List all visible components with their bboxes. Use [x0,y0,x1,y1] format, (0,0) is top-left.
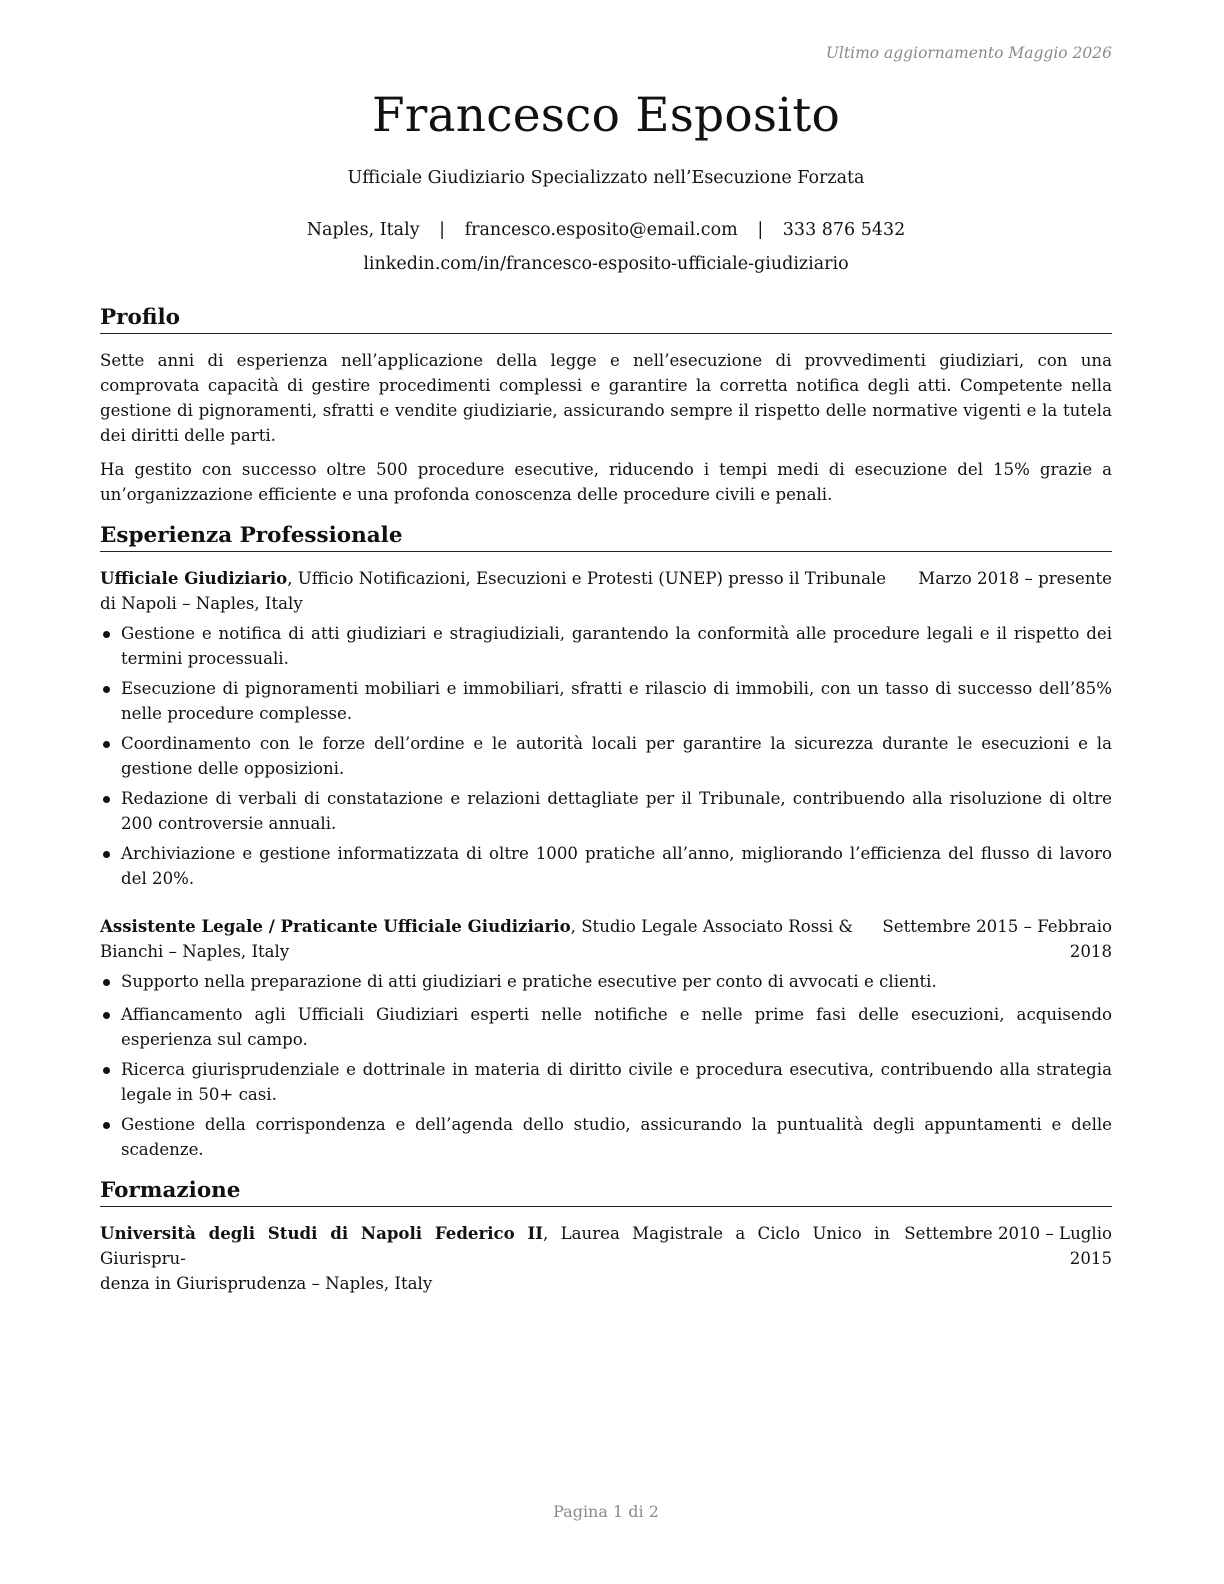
resume-page [100,0,1112,1584]
job-header [100,914,1112,964]
linkedin-link[interactable]: linkedin.com/in/francesco-esposito-ufficiale-giudiziario [363,254,849,274]
section-title-experience: Esperienza Professionale [100,523,1112,552]
job-dates-line: Settembre 2015 – Febbraio [882,917,1112,936]
section-title-profile: Profilo [100,305,1112,334]
education-degree-cont: denza in Giurisprudenza – Naples, Italy [100,1274,433,1293]
list-item: Supporto nella preparazione di atti giudiziari e pratiche esecutive per conto di avvocati e clienti. [100,969,1112,994]
job-title-org [100,914,890,964]
last-updated-note: Ultimo aggiornamento Maggio 2026 [825,44,1112,62]
job-dates [882,914,1112,964]
section-title-education: Formazione [100,1178,1112,1207]
job-organization: , Studio Legale Associato Rossi & [570,917,854,936]
education-header [100,1221,1112,1293]
profile-paragraph: Ha gestito con successo oltre 500 procedure esecutive, riducendo i tempi medi di esecuzione del 15% grazie a un’organizzazione efficiente e una profonda conoscenza delle procedure civili e penali. [100,460,1112,504]
list-item: Archiviazione e gestione informatizzata di oltre 1000 pratiche all’anno, migliorando l’efficienza del flusso di lavoro del 20%. [100,841,1112,891]
list-item: Esecuzione di pignoramenti mobiliari e immobiliari, sfratti e rilascio di immobili, con un tasso di successo dell’85% nelle procedure complesse. [100,676,1112,726]
job-role: Assistente Legale / Praticante Ufficiale Giudiziario [100,916,571,936]
education-dates-line: Settembre 2010 – Luglio [904,1224,1112,1243]
job-bullet-list [100,621,1112,891]
job-bullet-list [100,969,1112,1162]
contact-line [100,220,1112,240]
list-item: Ricerca giurisprudenziale e dottrinale in materia di diritto civile e procedura esecutiva, contribuendo alla strategia legale in 50+ casi. [100,1057,1112,1107]
candidate-headline: Ufficiale Giudiziario Specializzato nell’Esecuzione Forzata [347,168,865,188]
job-dates: Marzo 2018 – presente [918,569,1112,588]
job-organization: , Ufficio Notificazioni, Esecuzioni e Protesti (UNEP) presso il Tribunale [287,569,887,588]
job-organization-cont: Bianchi – Naples, Italy [100,942,290,961]
list-item: Redazione di verbali di constatazione e relazioni dettagliate per il Tribunale, contribuendo alla risoluzione di oltre 200 controversie annuali. [100,786,1112,836]
education-institution: Università degli Studi di Napoli Federico II [100,1223,544,1243]
education-degree: , Laurea Magistrale a Ciclo Unico in Giurispru- [100,1224,890,1268]
list-item: Coordinamento con le forze dell’ordine e le autorità locali per garantire la sicurezza durante le esecuzioni e la gestione delle opposizioni. [100,731,1112,781]
education-institution-degree [100,1221,890,1296]
education-dates-line: 2015 [1069,1249,1112,1268]
list-item: Gestione della corrispondenza e dell’agenda dello studio, assicurando la puntualità degli appuntamenti e delle scadenze. [100,1112,1112,1162]
contact-separator: | [439,220,446,240]
job-title-org [100,566,890,616]
job-organization-cont: di Napoli – Naples, Italy [100,594,303,613]
phone-text: 333 876 5432 [782,220,906,240]
contact-separator: | [757,220,764,240]
education-dates [904,1221,1112,1271]
list-item: Gestione e notifica di atti giudiziari e stragiudiziali, garantendo la conformità alle procedure legali e il rispetto dei termini processuali. [100,621,1112,671]
job-header [100,566,1112,616]
location-text: Naples, Italy [306,220,420,240]
job-role: Ufficiale Giudiziario [100,568,288,588]
job-dates-line: 2018 [1069,942,1112,961]
list-item: Affiancamento agli Ufficiali Giudiziari esperti nelle notifiche e nelle prime fasi delle esecuzioni, acquisendo esperienza sul campo. [100,1002,1112,1052]
page-number: Pagina 1 di 2 [553,1502,659,1521]
candidate-name: Francesco Esposito [372,88,840,143]
email-link[interactable]: francesco.esposito@email.com [464,220,738,240]
profile-paragraph: Sette anni di esperienza nell’applicazione della legge e nell’esecuzione di provvedimenti giudiziari, con una comprovata capacità di gestire procedimenti complessi e garantire la corretta notifica degli atti. Competente nella gestione di pignoramenti, sfratti e vendite giudiziarie, assicurando sempre il rispetto delle normative vigenti e la tutela dei diritti delle parti. [100,351,1112,445]
